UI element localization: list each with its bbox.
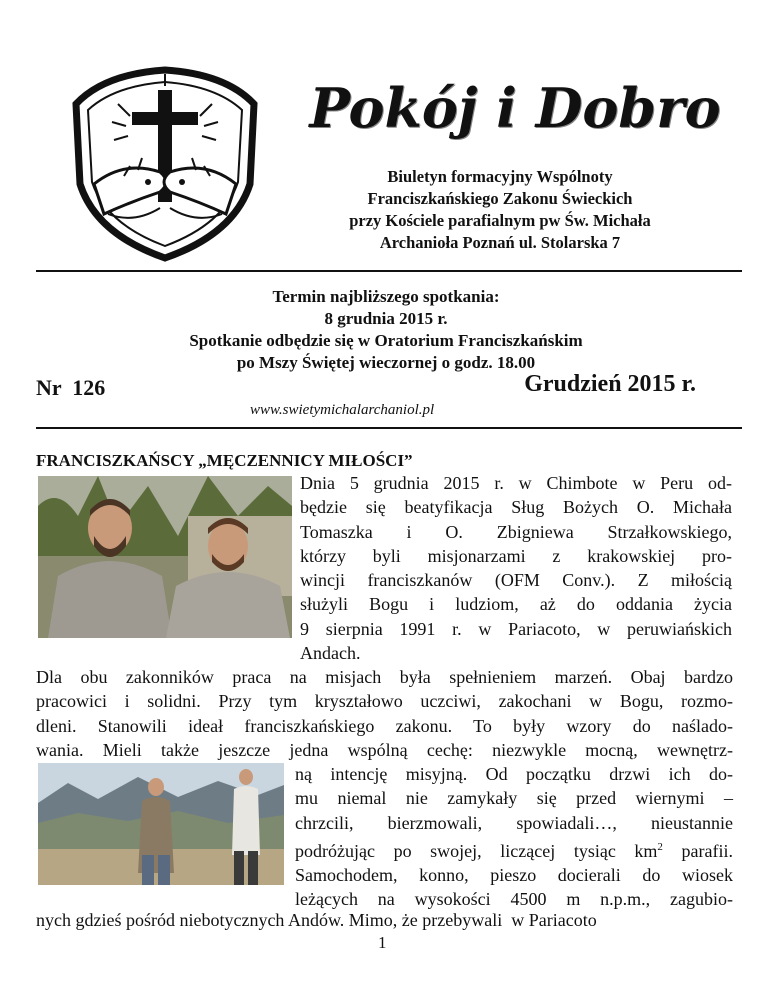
meeting-line: Termin najbliższego spotkania:	[272, 287, 500, 306]
article-paragraph	[300, 471, 732, 665]
text-line	[295, 835, 733, 863]
page-number: 1	[378, 933, 387, 952]
text-line: Samochodem, konno, pieszo docierali do wiosek	[295, 865, 733, 886]
friars-portrait-photo	[38, 476, 292, 638]
text-segment: podróżując po swojej, liczącej tysiąc km	[295, 840, 658, 861]
text-line: ną intencję misyjną. Od początku drzwi ich do-	[295, 764, 733, 784]
bulletin-title: Pokój i Dobro	[309, 76, 721, 140]
text-line: będzie się beatyfikacja Sług Bożych O. Michała	[300, 497, 732, 518]
text-line: mu niemal nie zamykały się przed wiernymi –	[295, 788, 733, 809]
franciscan-crest-logo	[64, 64, 266, 264]
article-paragraph	[295, 762, 733, 912]
text-line: Tomaszka i O. Zbigniewa Strzałkowskiego,	[300, 521, 732, 542]
text-line: Andach.	[300, 643, 361, 664]
subtitle-line: Biuletyn formacyjny Wspólnoty	[387, 167, 613, 186]
friars-mountains-photo	[38, 763, 284, 885]
website-link[interactable]: www.swietymichalarchaniol.pl	[250, 402, 435, 418]
issue-number: Nr 126	[36, 375, 106, 400]
text-line: nych gdzieś pośród niebotycznych Andów. Mimo, że przebywali w Pariacoto	[36, 910, 597, 930]
masthead-divider	[36, 270, 742, 272]
text-line: służyli Bogu i ludziom, aż do oddania życia	[300, 594, 732, 615]
text-line: chrzcili, bierzmowali, spowiadali…, nieustannie	[295, 812, 733, 833]
text-segment: parafii.	[662, 840, 733, 861]
header-divider	[36, 427, 742, 429]
text-line: dleni. Stanowili ideał franciszkańskiego zakonu. To były wzory do naślado-	[36, 715, 733, 736]
text-line: którzy byli misjonarzami z krakowskiej pro-	[300, 545, 732, 566]
text-line: Dla obu zakonników praca na misjach była spełnieniem marzeń. Obaj bardzo	[36, 667, 733, 687]
text-line: 9 sierpnia 1991 r. w Pariacoto, w peruwiańskich	[300, 618, 732, 639]
meeting-notice	[36, 286, 736, 374]
meeting-line: 8 grudnia 2015 r.	[324, 309, 448, 328]
bulletin-subtitle	[280, 166, 720, 254]
text-line: wania. Mieli także jeszcze jedna wspólną cechę: niezwykle mocną, wewnętrz-	[36, 739, 733, 760]
text-line: leżących na wysokości 4500 m n.p.m., zagubio-	[295, 889, 733, 910]
article-paragraph	[36, 665, 733, 762]
text-line: pracowici i solidni. Przy tym kryształowo uczciwi, zakochani w Bogu, rozmo-	[36, 691, 733, 712]
text-line: Dnia 5 grudnia 2015 r. w Chimbote w Peru od-	[300, 473, 732, 493]
subtitle-line: przy Kościele parafialnym pw Św. Michała	[349, 211, 651, 230]
article-headline: FRANCISZKAŃSCY „MĘCZENNICY MIŁOŚCI”	[36, 451, 413, 470]
issue-date: Grudzień 2015 r.	[524, 371, 696, 397]
subtitle-line: Franciszkańskiego Zakonu Świeckich	[367, 189, 633, 208]
meeting-line: po Mszy Świętej wieczornej o godz. 18.00	[236, 353, 536, 372]
meeting-line: Spotkanie odbędzie się w Oratorium Franciszkańskim	[189, 331, 583, 350]
subtitle-line: Archanioła Poznań ul. Stolarska 7	[379, 233, 621, 252]
superscript: 2	[657, 840, 663, 853]
text-line: wincji franciszkanów (OFM Conv.). Z miłością	[300, 570, 732, 591]
